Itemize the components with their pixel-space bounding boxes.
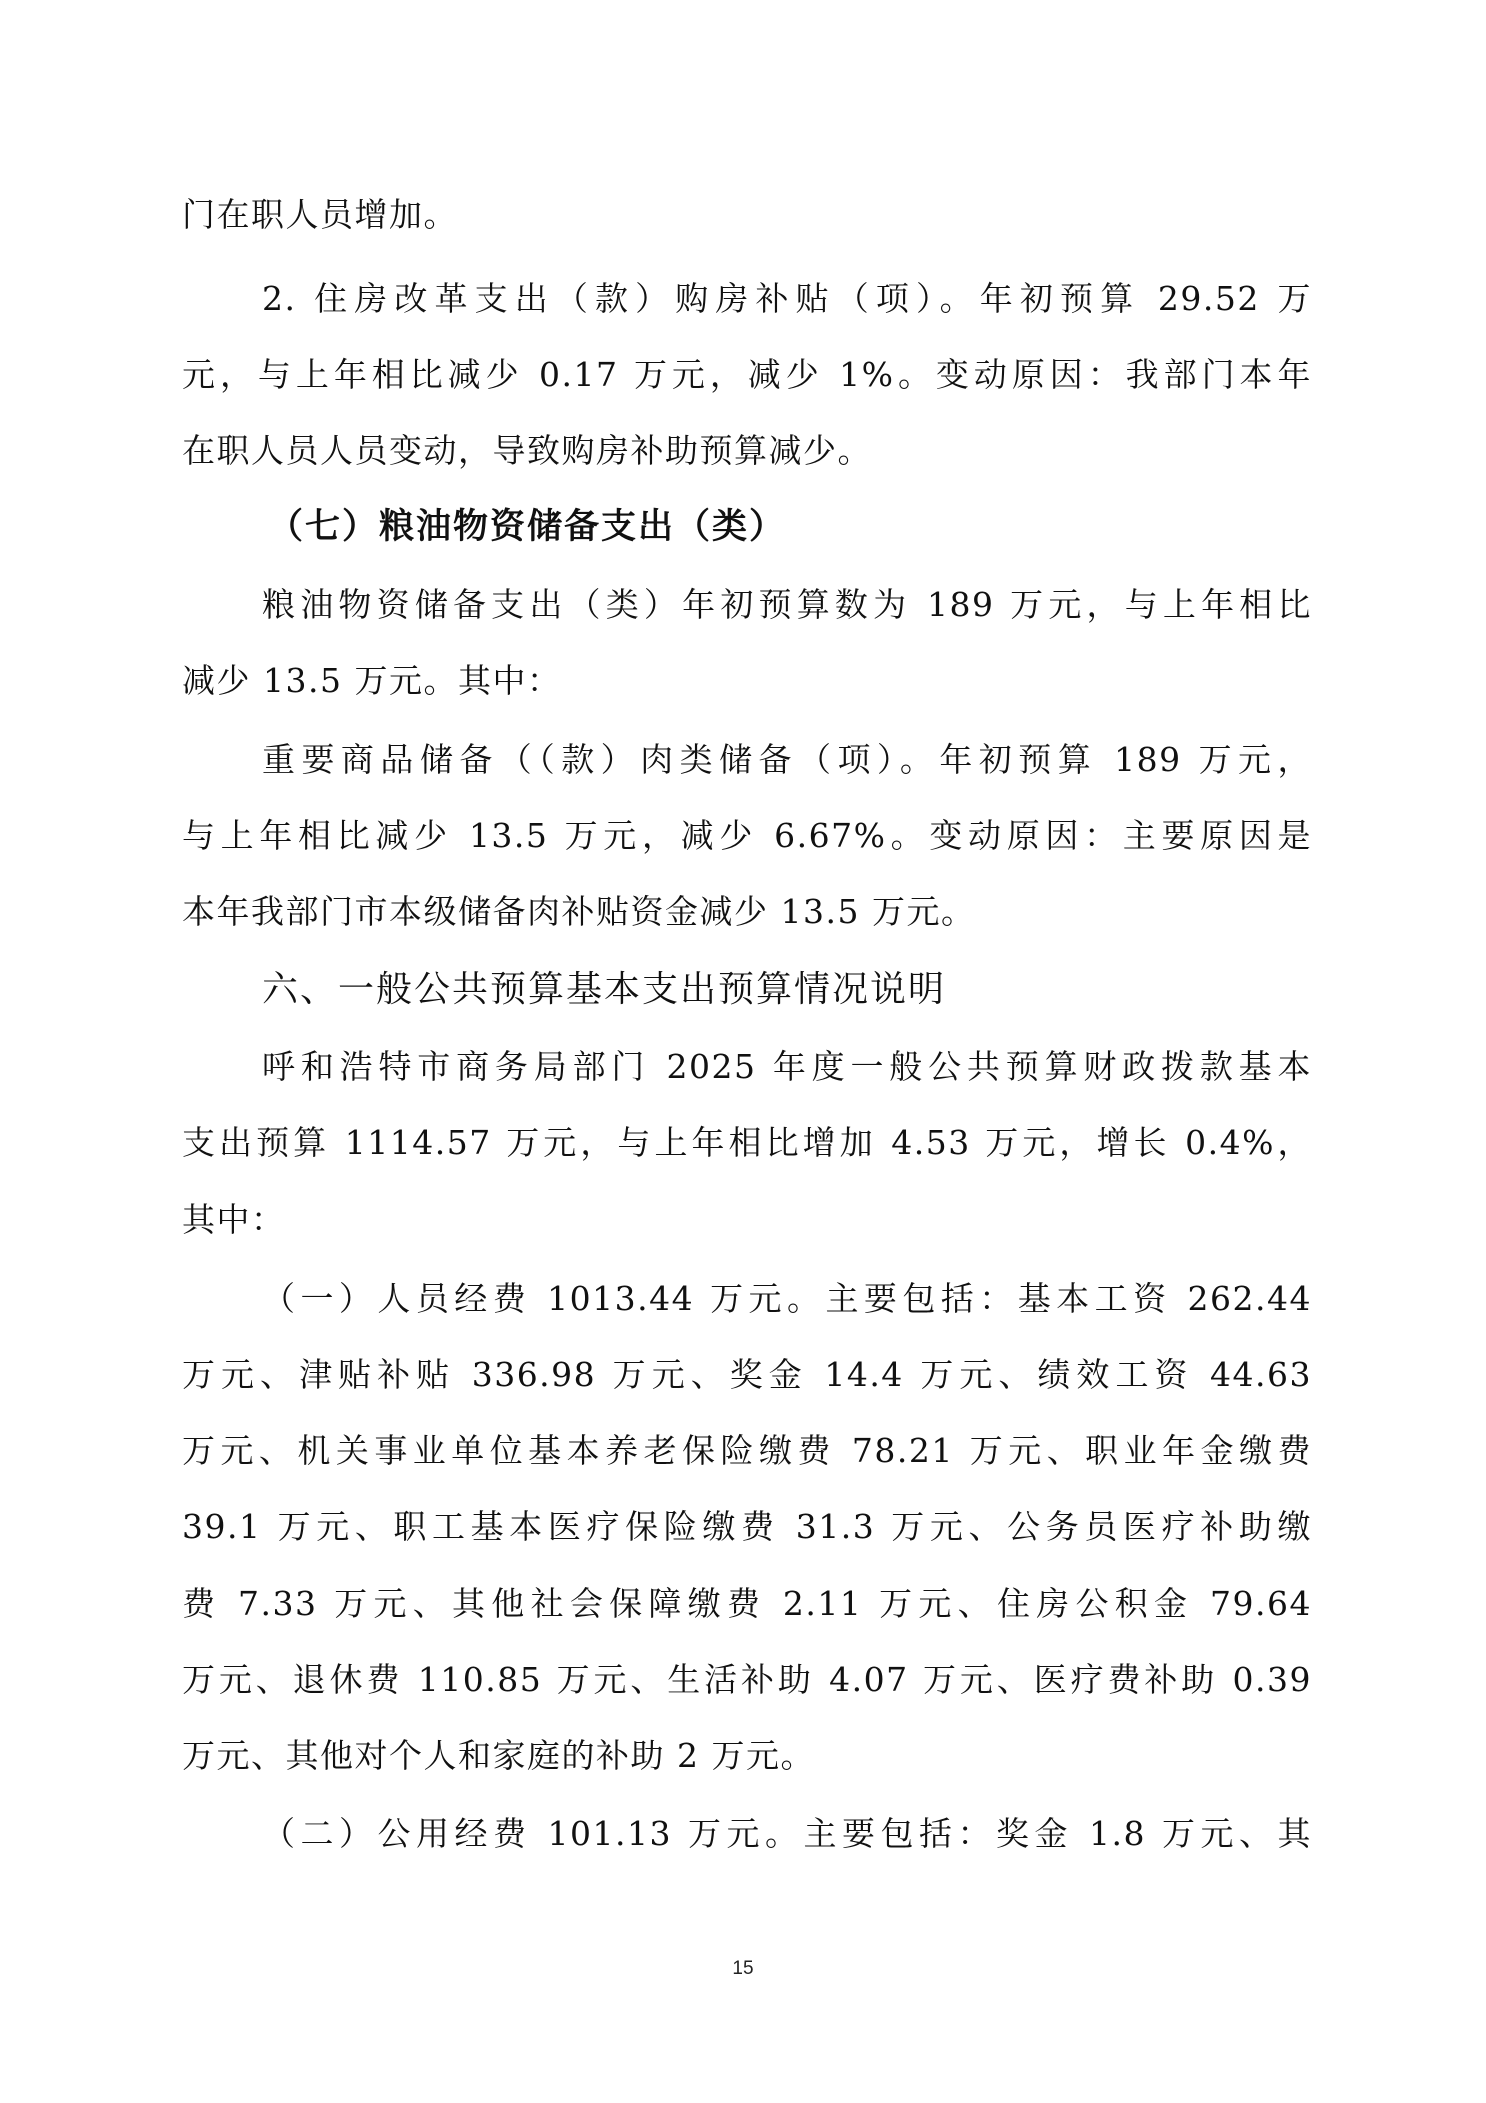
paragraph-line: 粮油物资储备支出（类）年初预算数为 189 万元，与上年相比 [262,585,1312,624]
paragraph-line: 呼和浩特市商务局部门 2025 年度一般公共预算财政拨款基本 [262,1047,1312,1086]
page-number: 15 [732,1958,754,1979]
paragraph-line: 万元、退休费 110.85 万元、生活补助 4.07 万元、医疗费补助 0.39 [182,1660,1312,1699]
paragraph-line: 在职人员人员变动，导致购房补助预算减少。 [182,431,872,470]
paragraph-line: 万元、其他对个人和家庭的补助 2 万元。 [182,1736,815,1775]
paragraph-line: 重要商品储备（（款）肉类储备（项）。年初预算 189 万元， [262,740,1312,779]
paragraph-line: 元，与上年相比减少 0.17 万元，减少 1%。变动原因：我部门本年 [182,355,1312,394]
paragraph-line: 2. 住房改革支出（款）购房补贴（项）。年初预算 29.52 万 [262,279,1312,318]
paragraph-line: 万元、津贴补贴 336.98 万元、奖金 14.4 万元、绩效工资 44.63 [182,1355,1312,1394]
paragraph-line: 本年我部门市本级储备肉补贴资金减少 13.5 万元。 [182,892,976,931]
subsection-heading: （七）粮油物资储备支出（类） [268,507,787,547]
paragraph-line: 万元、机关事业单位基本养老保险缴费 78.21 万元、职业年金缴费 [182,1431,1312,1470]
paragraph-line: 与上年相比减少 13.5 万元，减少 6.67%。变动原因：主要原因是 [182,816,1312,855]
paragraph-line: 费 7.33 万元、其他社会保障缴费 2.11 万元、住房公积金 79.64 [182,1584,1312,1623]
paragraph-line: 门在职人员增加。 [182,195,458,234]
paragraph-line: 支出预算 1114.57 万元，与上年相比增加 4.53 万元，增长 0.4%， [182,1123,1312,1162]
paragraph-line: 其中： [182,1200,286,1239]
paragraph-line: 减少 13.5 万元。其中： [182,661,562,700]
paragraph-line: 39.1 万元、职工基本医疗保险缴费 31.3 万元、公务员医疗补助缴 [182,1507,1312,1546]
paragraph-line: （一）人员经费 1013.44 万元。主要包括：基本工资 262.44 [262,1279,1312,1318]
paragraph-line: （二）公用经费 101.13 万元。主要包括：奖金 1.8 万元、其 [262,1814,1312,1853]
section-heading: 六、一般公共预算基本支出预算情况说明 [262,969,947,1010]
